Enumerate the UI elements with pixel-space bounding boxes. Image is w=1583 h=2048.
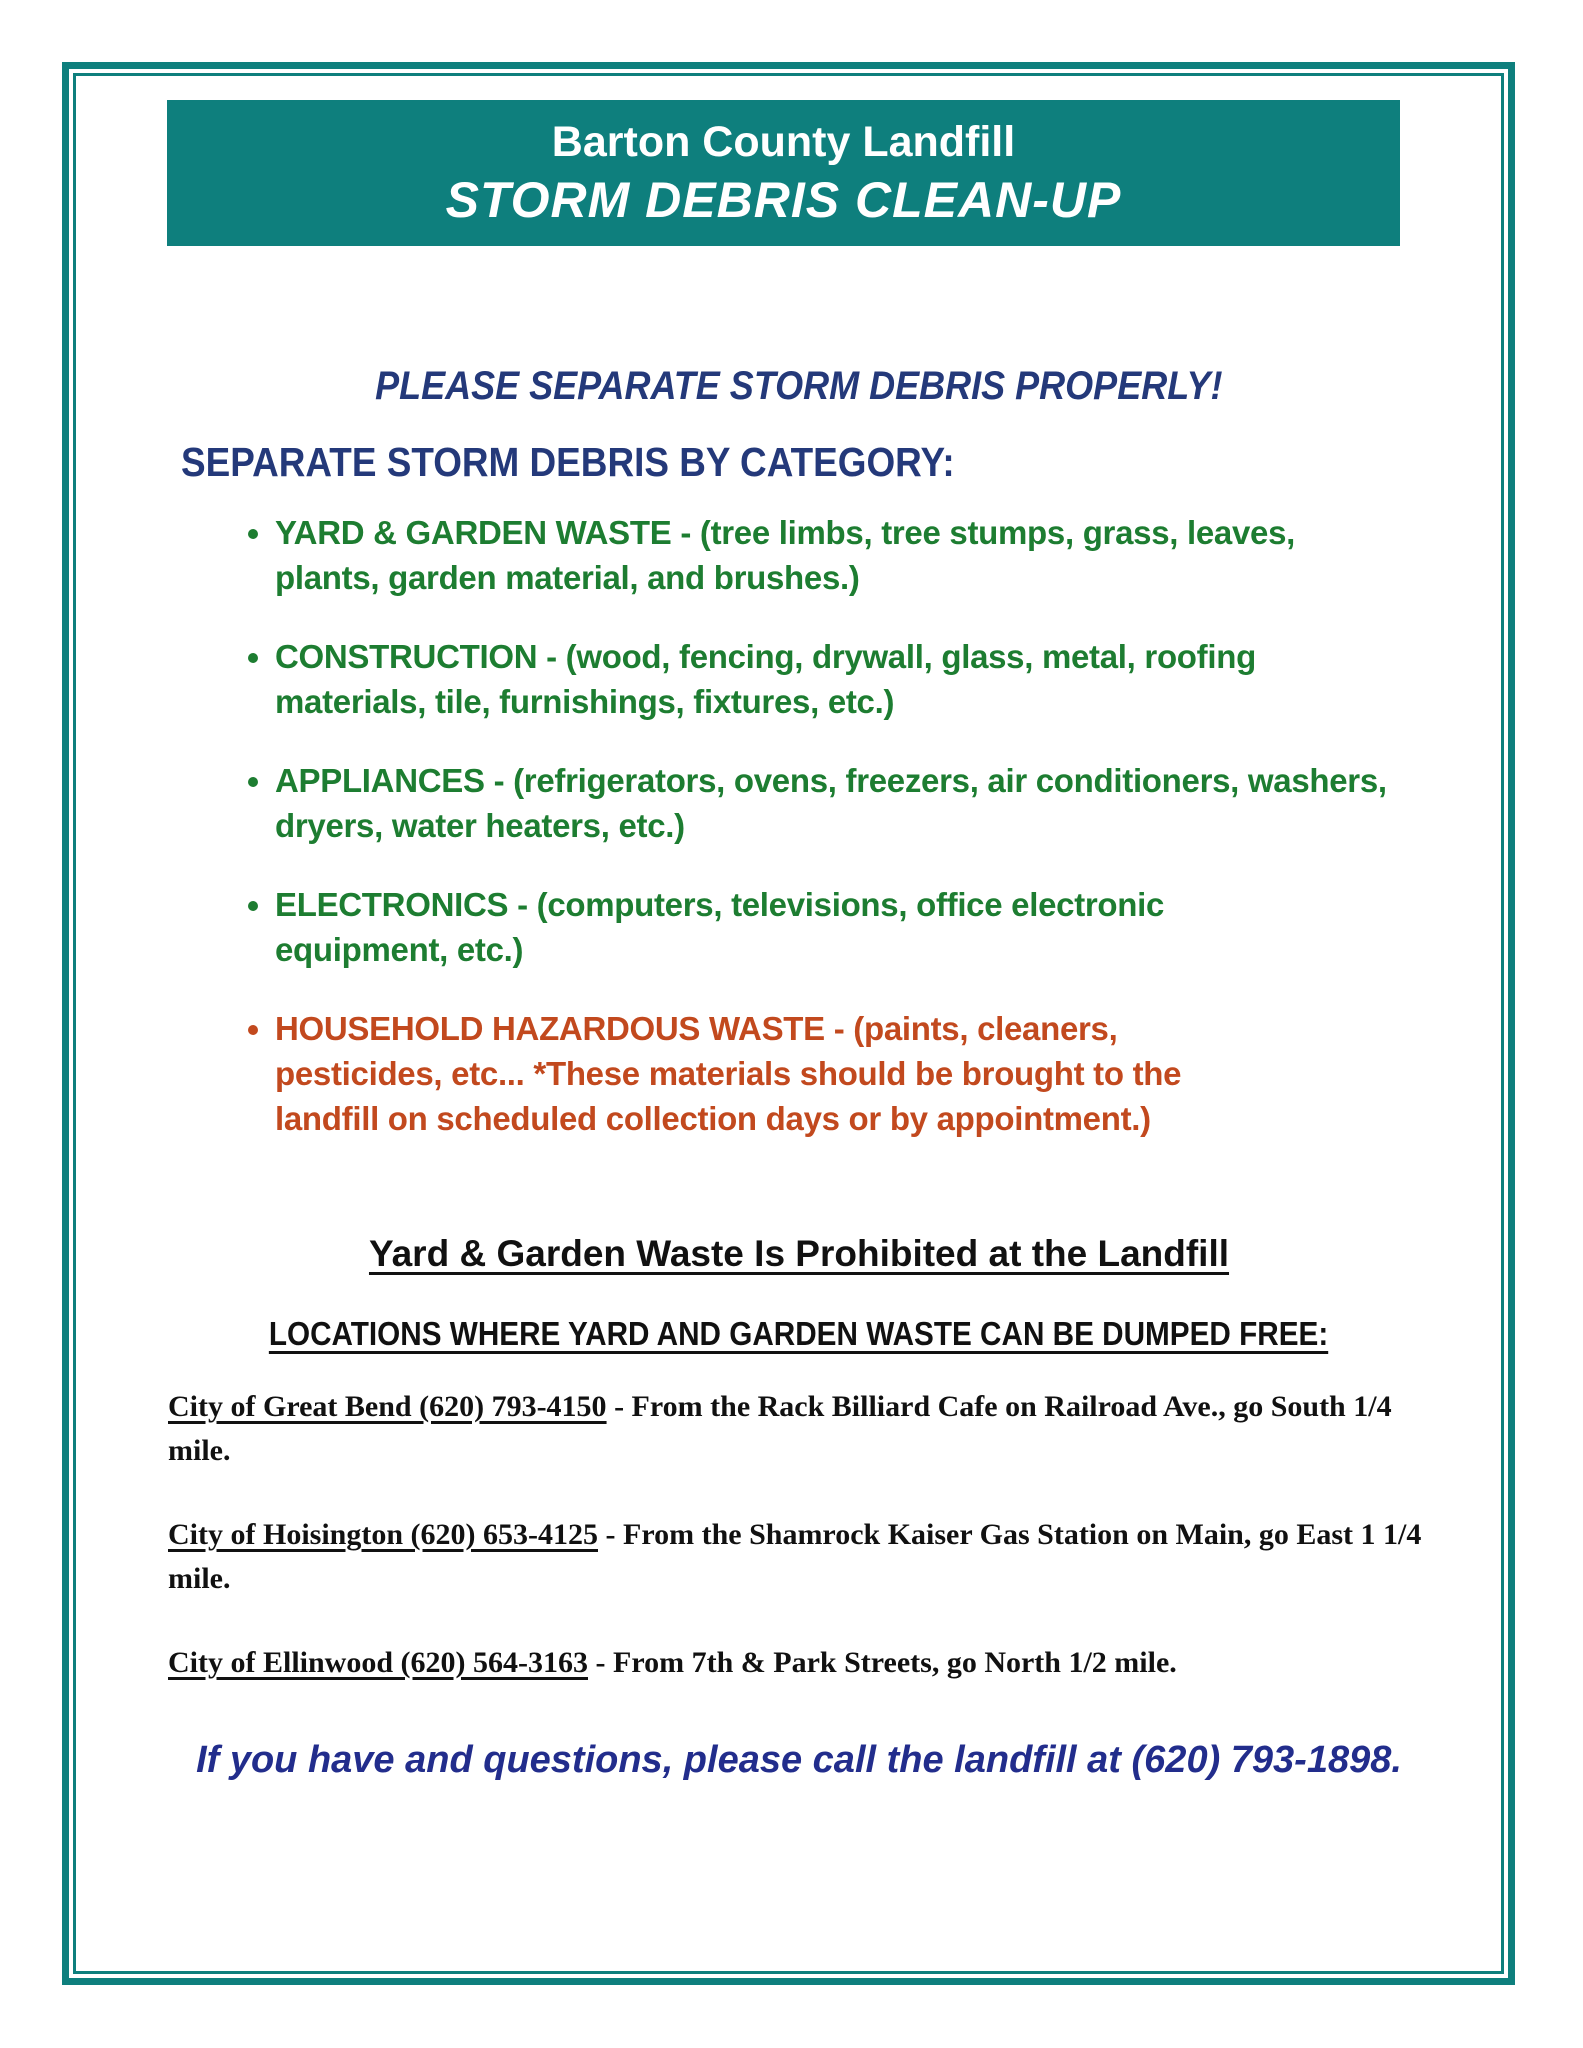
- category-item-household-hazardous-waste: • HOUSEHOLD HAZARDOUS WASTE - (paints, cleaners, pesticides, etc... *These materials should be brought to the landfill on scheduled collection days or by appointment.): [275, 1006, 1275, 1141]
- category-heading: [181, 439, 1450, 486]
- category-heading-text: SEPARATE STORM DEBRIS BY CATEGORY:: [181, 439, 955, 485]
- category-item-appliances: • APPLIANCES - (refrigerators, ovens, freezers, air conditioners, washers, dryers, water heaters, etc.): [275, 758, 1395, 848]
- location-name-great-bend: City of Great Bend (620) 793-4150: [168, 1390, 607, 1423]
- location-directions-ellinwood: - From 7th & Park Streets, go North 1/2 mile.: [588, 1646, 1177, 1679]
- please-separate-text: PLEASE SEPARATE STORM DEBRIS PROPERLY!: [375, 364, 1223, 408]
- prohibited-heading: [148, 1233, 1450, 1275]
- location-entry-ellinwood: [168, 1641, 1458, 1685]
- locations-heading: [148, 1315, 1450, 1353]
- banner-title: Barton County Landfill: [551, 118, 1016, 167]
- category-item-construction: • CONSTRUCTION - (wood, fencing, drywall, glass, metal, roofing materials, tile, furnishings, fixtures, etc.): [275, 634, 1395, 724]
- locations-heading-text: LOCATIONS WHERE YARD AND GARDEN WASTE CAN BE DUMPED FREE:: [269, 1315, 1329, 1352]
- banner-subtitle: STORM DEBRIS CLEAN-UP: [445, 171, 1122, 228]
- debris-category-list: [148, 510, 1450, 1141]
- contact-footer: [148, 1739, 1450, 1782]
- location-name-ellinwood: City of Ellinwood (620) 564-3163: [168, 1646, 588, 1679]
- location-entry-hoisington: [168, 1513, 1458, 1601]
- prohibited-heading-text: Yard & Garden Waste Is Prohibited at the Landfill: [368, 1233, 1230, 1274]
- please-separate-heading: [148, 364, 1450, 409]
- category-item-yard-garden-waste: • YARD & GARDEN WASTE - (tree limbs, tree stumps, grass, leaves, plants, garden material, and brushes.): [275, 510, 1325, 600]
- category-item-electronics: • ELECTRONICS - (computers, televisions, office electronic equipment, etc.): [275, 882, 1325, 972]
- location-directions-hoisington: - From the Shamrock Kaiser Gas Station on Main, go East 1 1/4 mile.: [168, 1518, 1422, 1595]
- location-directions-great-bend: - From the Rack Billiard Cafe on Railroad Ave., go South 1/4 mile.: [168, 1390, 1392, 1467]
- flyer-content: [148, 100, 1450, 1782]
- contact-footer-text: If you have and questions, please call the landfill at (620) 793-1898.: [196, 1739, 1402, 1781]
- header-banner: [167, 100, 1400, 246]
- location-name-hoisington: City of Hoisington (620) 653-4125: [168, 1518, 598, 1551]
- location-entry-great-bend: [168, 1385, 1458, 1473]
